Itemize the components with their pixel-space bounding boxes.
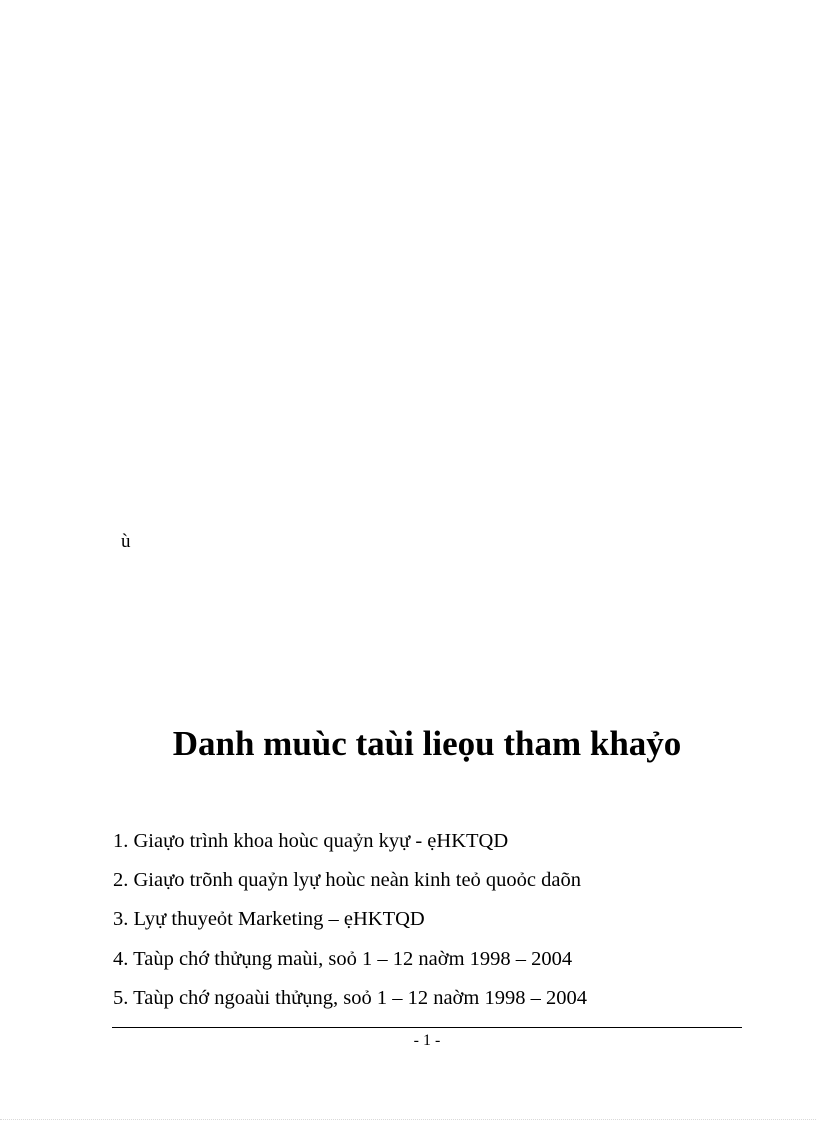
- reference-item-2: 2. Giaựo trõnh quaỷn lyự hoùc neàn kinh teỏ quoỏc daõn: [113, 869, 581, 892]
- stray-character: ù: [121, 531, 131, 552]
- reference-item-4: 4. Taùp chớ thửụng maùi, soỏ 1 – 12 naờm 1998 – 2004: [113, 947, 573, 970]
- page-bottom-border: [0, 1119, 816, 1120]
- page-number: - 1 -: [413, 1032, 441, 1049]
- reference-list: [113, 822, 587, 1018]
- reference-item-5: 5. Taùp chớ ngoaùi thửụng, soỏ 1 – 12 naờm 1998 – 2004: [113, 986, 587, 1009]
- page-title: Danh muùc taùi lieọu tham khaỷo: [172, 724, 682, 763]
- reference-item-3: 3. Lyự thuyeỏt Marketing – ẹHKTQD: [113, 908, 425, 931]
- reference-item-1: 1. Giaựo trình khoa hoùc quaỷn kyự - ẹHKTQD: [113, 830, 509, 852]
- footer-divider: [112, 1027, 742, 1028]
